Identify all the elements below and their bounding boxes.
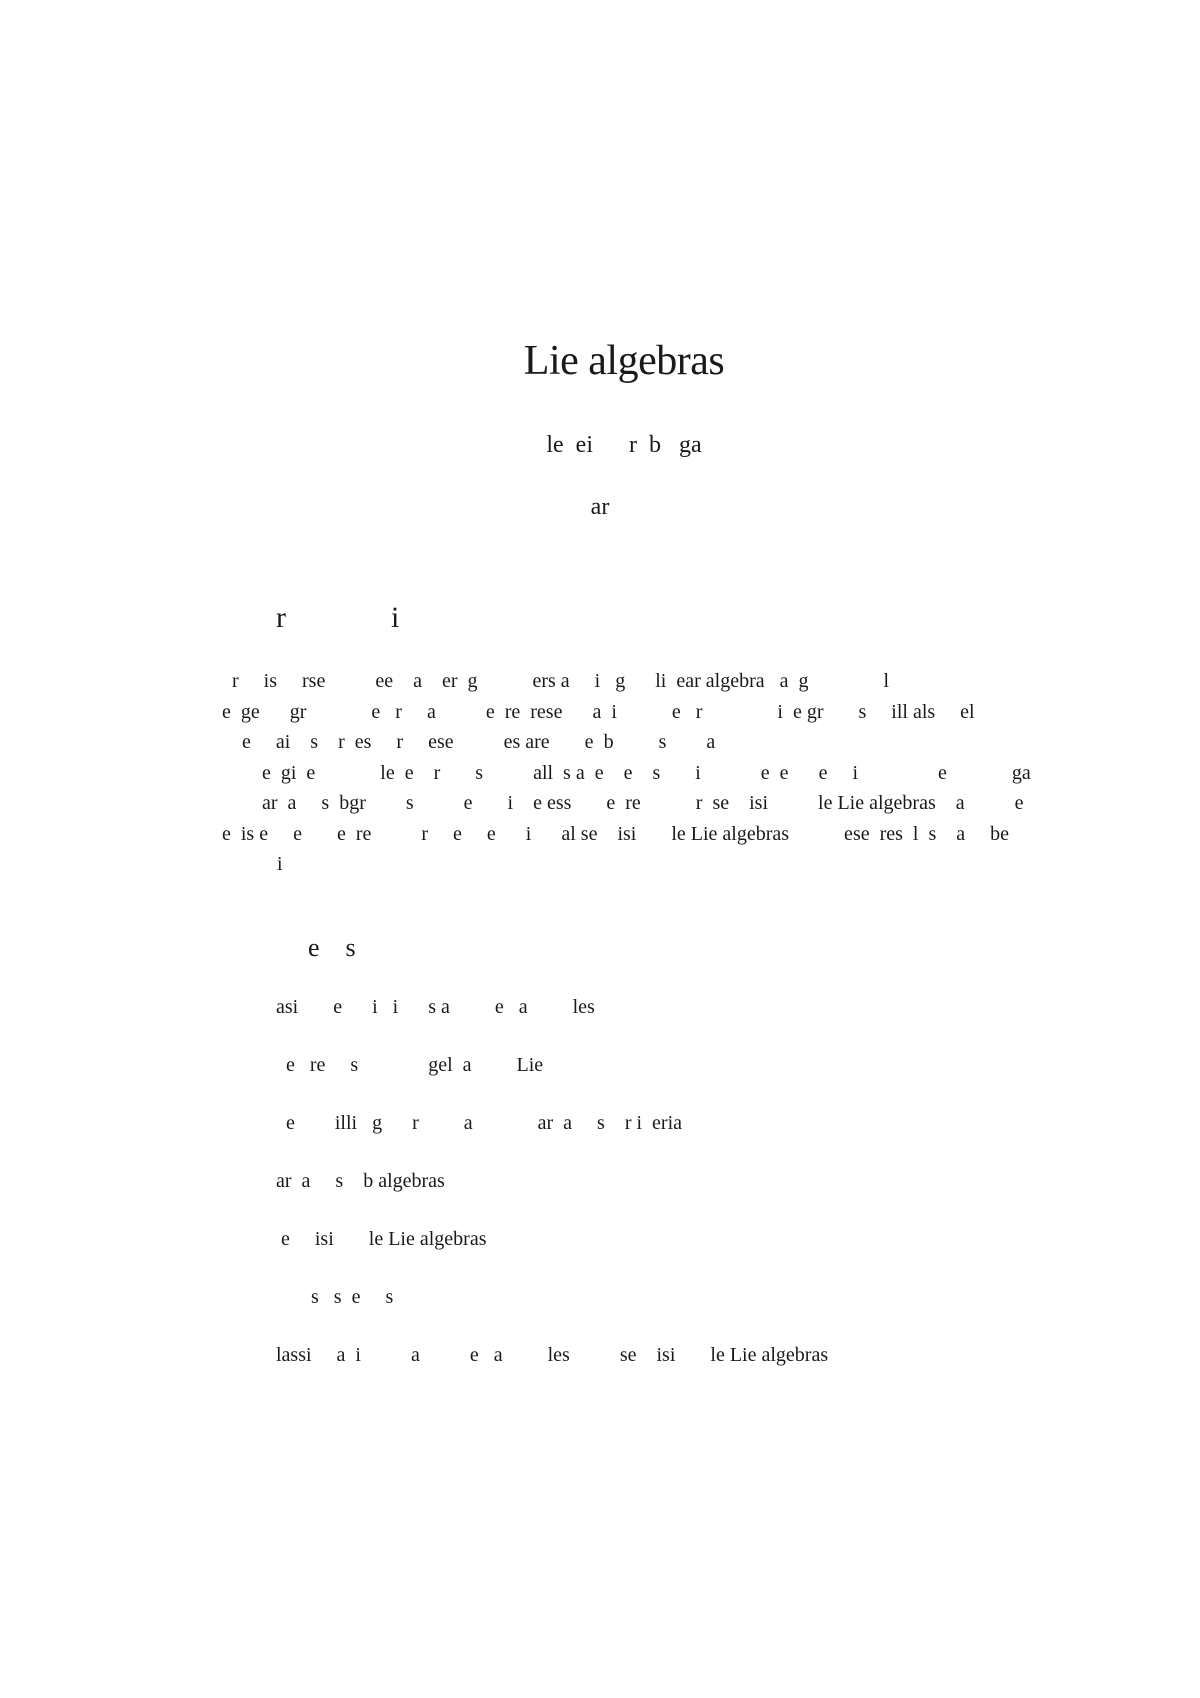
paper-title: Lie algebras	[523, 338, 725, 384]
intro-paragraph	[222, 666, 1086, 880]
toc-entry[interactable]: lassi a i a e a les se isi le Lie algebras	[276, 1344, 829, 1366]
intro-line: e ge gr e r a e re rese a i e r i e gr s ill als el	[222, 700, 975, 723]
intro-heading: r i	[276, 601, 400, 634]
intro-line: e gi e le e r s all s a e e s i e e e i e ga	[222, 761, 1031, 784]
toc-entry[interactable]: e illi g r a ar a s r i eria	[276, 1112, 683, 1134]
intro-line: i	[222, 853, 283, 875]
intro-line: r is rse ee a er g ers a i g li ear algebra a g l	[222, 670, 890, 692]
paper-date: ar	[590, 494, 610, 520]
toc-entry[interactable]: e isi le Lie algebras	[276, 1228, 487, 1250]
intro-line: ar a s bgr s e i e ess e re r se isi le Lie algebras a e	[222, 792, 1024, 814]
contents-heading: e s	[308, 933, 356, 962]
intro-line: e is e e e re r e e i al se isi le Lie algebras ese res l s a be	[222, 822, 1010, 845]
table-of-contents	[276, 995, 976, 1401]
toc-entry[interactable]: ar a s b algebras	[276, 1170, 445, 1192]
toc-entry[interactable]: e re s gel a Lie	[276, 1054, 544, 1076]
intro-line: e ai s r es r ese es are e b s a	[222, 731, 716, 753]
toc-entry[interactable]: asi e i i s a e a les	[276, 996, 595, 1018]
toc-entry[interactable]: s s e s	[276, 1286, 394, 1308]
paper-authors: le ei r b ga	[546, 432, 702, 458]
